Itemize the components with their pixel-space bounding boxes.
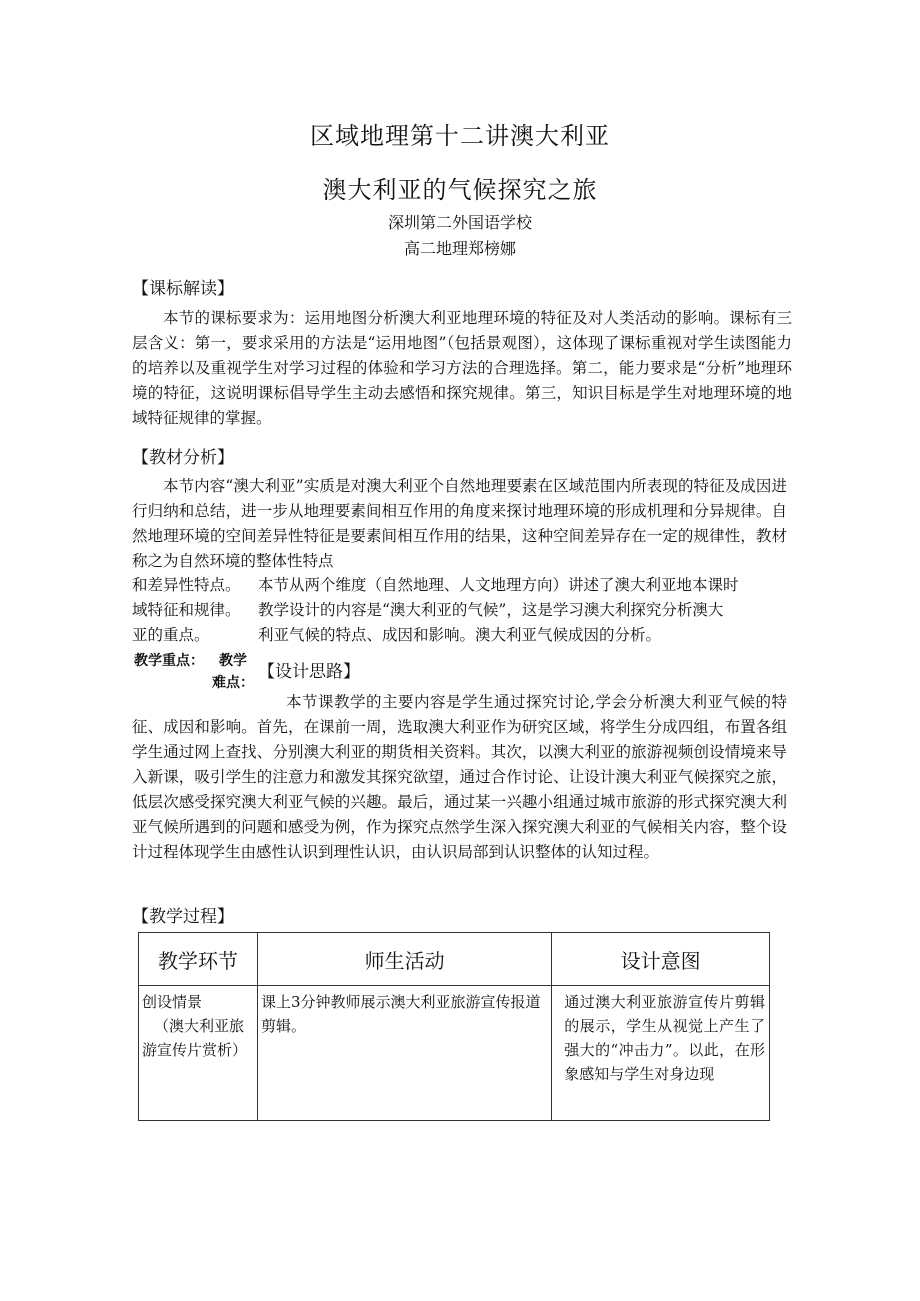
document-title: 区域地理第十二讲澳大利亚 <box>310 122 610 150</box>
section-heading-kebiao: 【课标解读】 <box>132 279 234 299</box>
header-intent: 设计意图 <box>552 933 770 986</box>
jiaocai-left-line-1: 和差异性特点。 <box>132 576 241 594</box>
section-heading-jiaocai: 【教材分析】 <box>132 448 234 468</box>
jiaocai-left-line-2: 域特征和规律。 <box>132 601 241 619</box>
author-name: 高二地理郑榜娜 <box>403 239 516 258</box>
phase-name: 创设情景 <box>142 993 203 1011</box>
teaching-process-table <box>138 932 770 1121</box>
table-row <box>139 986 770 1121</box>
table-header-row <box>139 933 770 986</box>
key-point-label: 教学重点： <box>134 653 204 669</box>
difficulty-label-part1: 教学 <box>219 653 247 669</box>
cell-intent: 通过澳大利亚旅游宣传片剪辑的展示，学生从视觉上产生了强大的“冲击力”。以此，在形象感知与学生对身边现 <box>552 986 770 1121</box>
cell-activity: 课上3分钟教师展示澳大利亚旅游宣传报道剪辑。 <box>257 986 551 1121</box>
jiaocai-left-line-3: 亚的重点。 <box>132 626 210 644</box>
jiaocai-right-line-3: 利亚气候的特点、成因和影响。澳大利亚气候成因的分析。 <box>258 626 662 644</box>
section-text-jiaocai: 本节内容“澳大利亚”实质是对澳大利亚个自然地理要素在区域范围内所表现的特征及成因进行归纳和总结，进一步从地理要素间相互作用的角度来探讨地理环境的形成机理和分异规律。自然地理环境的空间差异性特征是要素间相互作用的结果，这种空间差异存在一定的规律性，教材称之为自然环境的整体性特点 <box>132 477 787 570</box>
header-phase: 教学环节 <box>139 933 258 986</box>
jiaocai-right-line-2: 教学设计的内容是“澳大利亚的气候”，这是学习澳大利探究分析澳大 <box>258 601 724 619</box>
header-activity: 师生活动 <box>257 933 551 986</box>
section-text-kebiao: 本节的课标要求为：运用地图分析澳大利亚地理环境的特征及对人类活动的影响。课标有三层含义：第一，要求采用的方法是“运用地图”（包括景观图），这体现了课标重视对学生读图能力的培养以及重视学生对学习过程的体验和学习方法的合理选择。第二，能力要求是“分析”地理环境的特征，这说明课标倡导学生主动去感悟和探究规律。第三，知识目标是学生对地理环境的地域特征规律的掌握。 <box>132 309 792 427</box>
section-heading-sheji: 【设计思路】 <box>258 662 360 682</box>
section-heading-guocheng: 【教学过程】 <box>132 907 234 927</box>
cell-phase <box>139 986 258 1121</box>
document-subtitle: 澳大利亚的气候探究之旅 <box>322 176 598 204</box>
difficulty-label-part2: 难点： <box>212 675 254 691</box>
school-name: 深圳第二外国语学校 <box>387 213 532 232</box>
section-text-sheji: 本节课教学的主要内容是学生通过探究讨论,学会分析澳大利亚气候的特征、成因和影响。首先，在课前一周，选取澳大利亚作为研究区域，将学生分成四组，布置各组学生通过网上查找、分别澳大利亚的期货相关资料。其次，以澳大利亚的旅游视频创设情境来导入新课，吸引学生的注意力和激发其探究欲望，通过合作讨论、让设计澳大利亚气候探究之旅，低层次感受探究澳大利亚气候的兴趣。最后，通过某一兴趣小组通过城市旅游的形式探究澳大利亚气候所遇到的问题和感受为例，作为探究点然学生深入探究澳大利亚的气候相关内容，整个设计过程体现学生由感性认识到理性认识，由认识局部到认识整体的认知过程。 <box>132 693 787 861</box>
phase-note: （澳大利亚旅游宣传片赏析） <box>142 1017 248 1059</box>
jiaocai-right-line-1: 本节从两个维度（自然地理、人文地理方向）讲述了澳大利亚地本课时 <box>258 576 739 594</box>
